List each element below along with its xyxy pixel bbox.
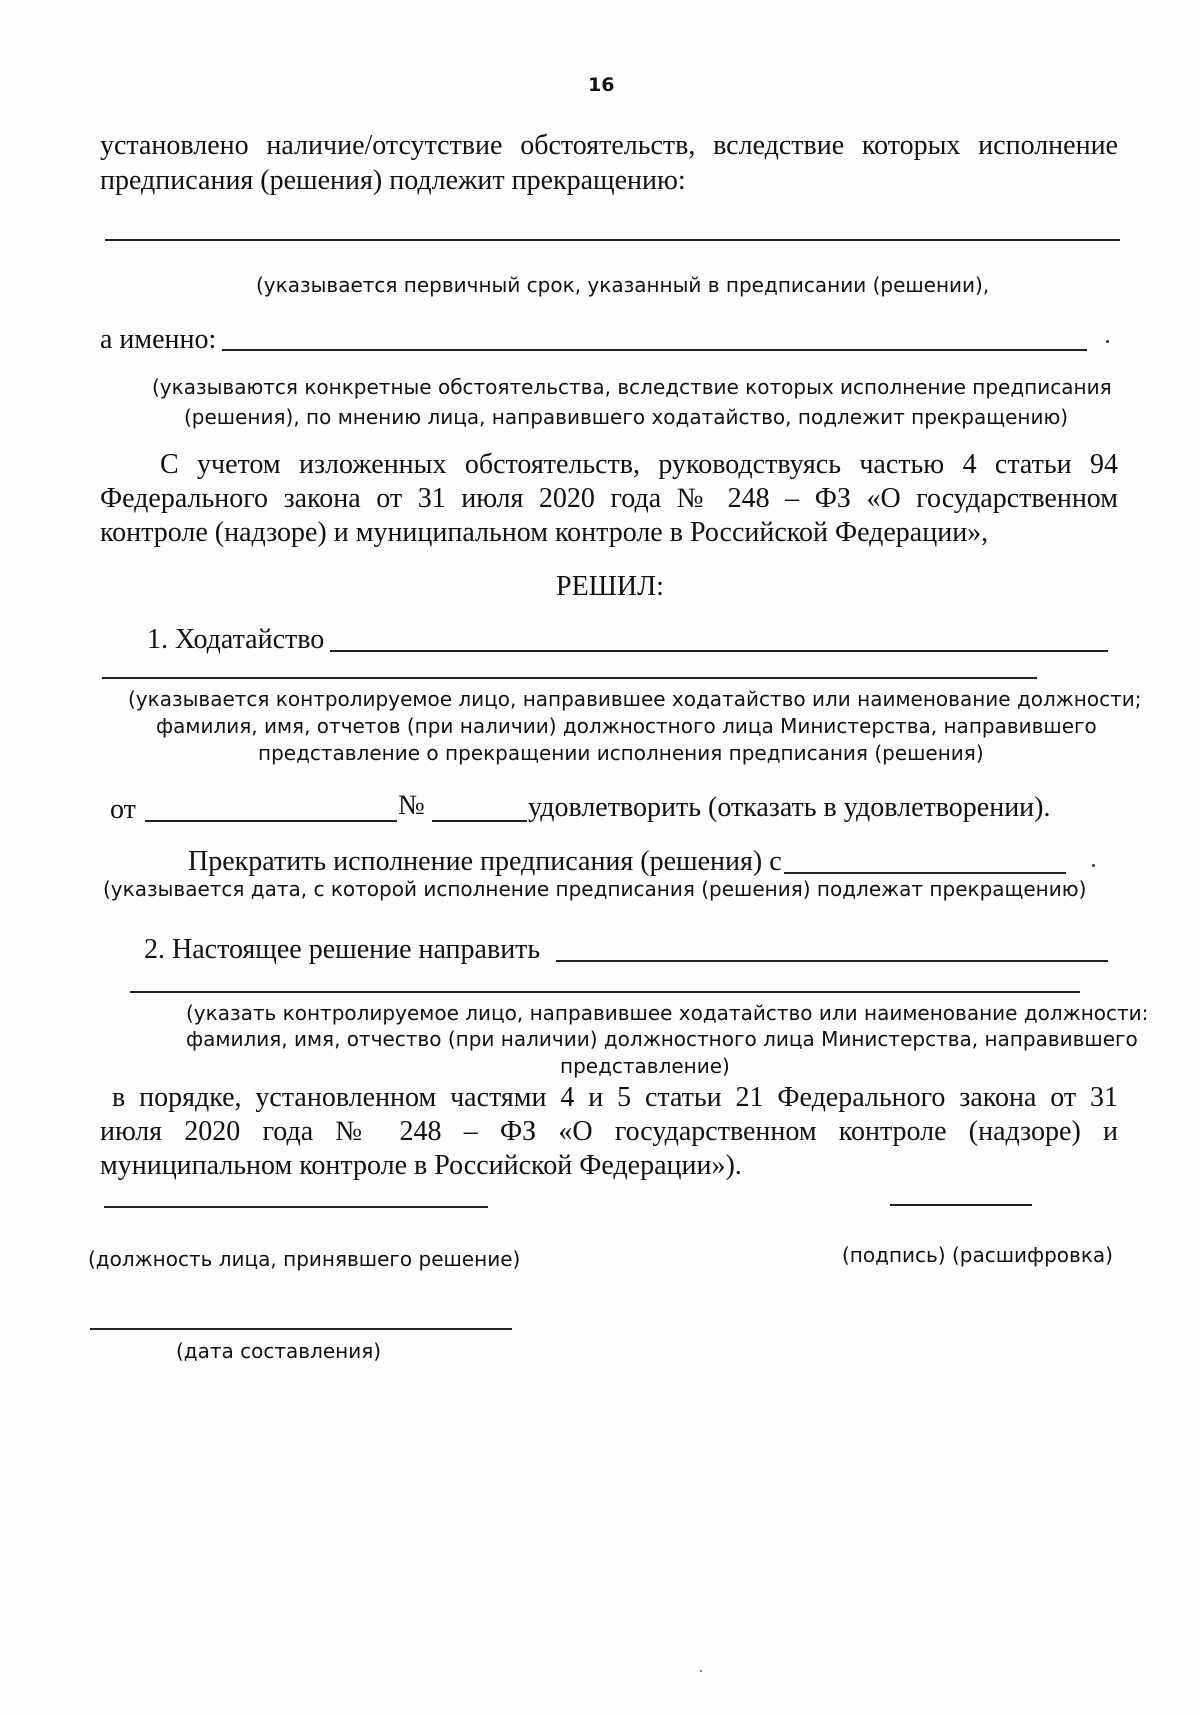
fill-line-a-imenno[interactable]: [222, 349, 1087, 351]
item2-label: 2. Настоящее решение направить: [144, 934, 541, 965]
item2-note-line-1: (указать контролируемое лицо, направившее ходатайство или наименование должности:: [186, 1001, 1149, 1025]
note-circumstances-line-2: (решения), по мнению лица, направившего ходатайство, подлежит прекращению): [184, 405, 1069, 429]
terminate-text: Прекратить исполнение предписания (решения) с: [188, 846, 782, 877]
fill-line-item2-second[interactable]: [130, 991, 1080, 993]
number-sign: №: [398, 790, 425, 821]
fill-line-item2[interactable]: [556, 960, 1108, 962]
trailing-dot-2: [1092, 864, 1095, 867]
fill-line-signature[interactable]: [890, 1204, 1032, 1206]
intro-line-2: предписания (решения) подлежит прекращению:: [100, 165, 686, 196]
consideration-line-2: Федерального закона от 31 июля 2020 года № 248 – ФЗ «О государственном: [100, 483, 1118, 514]
from-label: от: [110, 794, 136, 825]
page-number: 16: [588, 74, 615, 96]
fill-line-number[interactable]: [432, 820, 527, 822]
signature-caption: (подпись) (расшифровка): [842, 1243, 1113, 1267]
intro-line-1: установлено наличие/отсутствие обстоятельств, вследствие которых исполнение: [100, 130, 1118, 161]
order-line-3: муниципальном контроле в Российской Федерации»).: [100, 1150, 742, 1181]
scan-speck: [700, 1670, 702, 1672]
note-terminate-date: (указывается дата, с которой исполнение предписания (решения) подлежат прекращению): [103, 877, 1087, 901]
trailing-dot: [1106, 340, 1109, 343]
date-caption: (дата составления): [176, 1339, 382, 1363]
fill-line-position[interactable]: [104, 1206, 488, 1208]
order-line-2: июля 2020 года № 248 – ФЗ «О государственном контроле (надзоре) и: [100, 1116, 1118, 1147]
consideration-line-1: С учетом изложенных обстоятельств, руководствуясь частью 4 статьи 94: [160, 449, 1118, 480]
decision-text: удовлетворить (отказать в удовлетворении).: [528, 792, 1051, 823]
resolved-heading: РЕШИЛ:: [556, 571, 664, 602]
order-line-1: в порядке, установленном частями 4 и 5 статьи 21 Федерального закона от 31: [112, 1082, 1118, 1113]
fill-line-item1[interactable]: [330, 650, 1108, 652]
note-initial-term: (указывается первичный срок, указанный в предписании (решении),: [256, 273, 990, 297]
item1-note-line-2: фамилия, имя, отчетов (при наличии) должностного лица Министерства, направившего: [156, 714, 1097, 738]
position-caption: (должность лица, принявшего решение): [88, 1247, 521, 1271]
a-imenno-label: а именно:: [100, 324, 217, 355]
fill-line-item1-second[interactable]: [102, 677, 1037, 679]
item2-note-line-3: представление): [560, 1054, 730, 1078]
note-circumstances-line-1: (указываются конкретные обстоятельства, вследствие которых исполнение предписания: [152, 375, 1112, 399]
item1-note-line-3: представление о прекращении исполнения предписания (решения): [258, 741, 984, 765]
item2-note-line-2: фамилия, имя, отчество (при наличии) должностного лица Министерства, направившего: [186, 1027, 1138, 1051]
item1-label: 1. Ходатайство: [147, 624, 325, 655]
item1-note-line-1: (указывается контролируемое лицо, направившее ходатайство или наименование должности;: [128, 687, 1142, 711]
fill-line-date-from[interactable]: [145, 820, 397, 822]
consideration-line-3: контроле (надзоре) и муниципальном контроле в Российской Федерации»,: [100, 517, 989, 548]
fill-line-date[interactable]: [90, 1328, 512, 1330]
fill-line-term[interactable]: [105, 239, 1120, 241]
